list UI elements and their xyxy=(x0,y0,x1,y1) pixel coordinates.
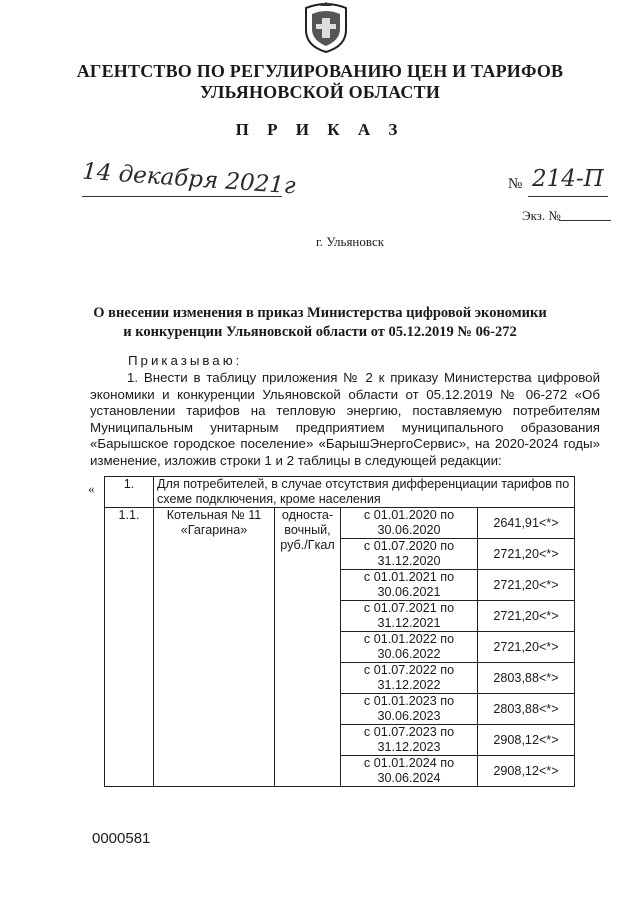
tariff-period: с 01.01.2024 по 30.06.2024 xyxy=(341,756,478,787)
agency-name-line2: УЛЬЯНОВСКОЙ ОБЛАСТИ xyxy=(199,82,441,102)
row-description: Для потребителей, в случае отсутствия дифференциации тарифов по схеме подключения, кроме населения xyxy=(154,477,575,508)
order-word: Приказываю: xyxy=(128,353,243,368)
subject-line1: О внесении изменения в приказ Министерства цифровой экономики xyxy=(93,305,547,321)
date-underline xyxy=(82,196,282,197)
tariff-period: с 01.01.2022 по 30.06.2022 xyxy=(341,632,478,663)
table-open-quote: « xyxy=(88,481,95,496)
tariff-value: 2721,20<*> xyxy=(478,570,575,601)
boiler-house-name: Котельная № 11 «Гагарина» xyxy=(154,508,275,787)
tariff-value: 2908,12<*> xyxy=(478,725,575,756)
handwritten-number: 214-П xyxy=(532,166,604,192)
tariff-period: с 01.01.2021 по 30.06.2021 xyxy=(341,570,478,601)
document-type: П Р И К А З xyxy=(235,120,405,139)
coat-of-arms-emblem xyxy=(300,2,352,54)
agency-name-line1: АГЕНТСТВО ПО РЕГУЛИРОВАНИЮ ЦЕН И ТАРИФОВ xyxy=(76,61,564,81)
document-code: 0000581 xyxy=(92,830,151,847)
order-paragraph-1: 1. Внести в таблицу приложения № 2 к приказу Министерства цифровой экономики и конкуренции Ульяновской области от 05.12.2019 № 06-272 «Об установлении тарифов на тепловую энергию, поставляемую потребителям Муниципальным унитарным предприятием муниципального образования «Барышское городское поселение» «БарышЭнергоСервис», на 2020-2024 годы» изменение, изложив строки 1 и 2 таблицы в следующей редакции: xyxy=(90,370,600,468)
subject-line2: и конкуренции Ульяновской области от 05.12.2019 № 06-272 xyxy=(123,324,517,340)
tariff-period: с 01.07.2022 по 31.12.2022 xyxy=(341,663,478,694)
copy-number-label: Экз. № xyxy=(522,208,561,223)
city: г. Ульяновск xyxy=(315,234,385,249)
tariff-period: с 01.01.2020 по 30.06.2020 xyxy=(341,508,478,539)
number-underline xyxy=(528,196,608,197)
tariff-value: 2721,20<*> xyxy=(478,601,575,632)
number-label: № xyxy=(508,176,523,192)
tariff-value: 2908,12<*> xyxy=(478,756,575,787)
table-row xyxy=(105,477,575,508)
tariff-period: с 01.07.2020 по 31.12.2020 xyxy=(341,539,478,570)
handwritten-date: 14 декабря 2021г xyxy=(81,158,297,200)
tariff-value: 2803,88<*> xyxy=(478,694,575,725)
copy-number-blank xyxy=(559,220,611,221)
table-row xyxy=(105,508,575,539)
tariff-period: с 01.01.2023 по 30.06.2023 xyxy=(341,694,478,725)
tariff-unit: односта-вочный, руб./Гкал xyxy=(275,508,341,787)
row-number: 1. xyxy=(105,477,154,508)
tariff-table xyxy=(104,476,575,787)
tariff-value: 2641,91<*> xyxy=(478,508,575,539)
tariff-value: 2721,20<*> xyxy=(478,632,575,663)
tariff-value: 2803,88<*> xyxy=(478,663,575,694)
tariff-value: 2721,20<*> xyxy=(478,539,575,570)
row-number: 1.1. xyxy=(105,508,154,787)
tariff-period: с 01.07.2023 по 31.12.2023 xyxy=(341,725,478,756)
tariff-period: с 01.07.2021 по 31.12.2021 xyxy=(341,601,478,632)
